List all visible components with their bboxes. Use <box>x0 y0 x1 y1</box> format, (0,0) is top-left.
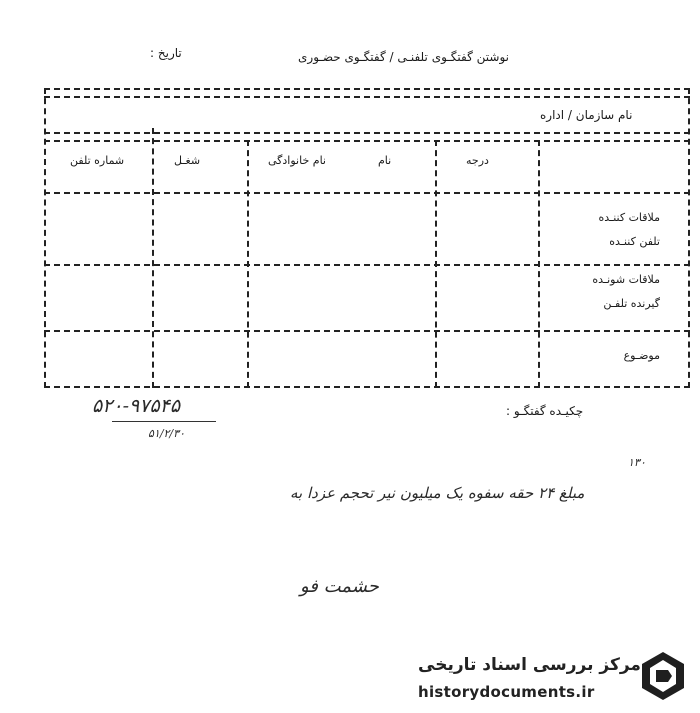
org-label: نام سازمان / اداره <box>540 108 633 122</box>
handwritten-note: مبلغ ۲۴ حقه سفوه یک میلیون نیر تحجم عزدا به <box>290 484 585 502</box>
col-divider-4 <box>538 140 540 388</box>
handwritten-number: ۵۲۰-۹۷۵۴۵ <box>92 395 181 417</box>
col-first-name: نام <box>378 154 392 167</box>
handwritten-underline <box>112 421 216 422</box>
col-divider-2 <box>247 140 249 388</box>
col-last-name: نام خانوادگی <box>268 154 326 167</box>
archive-logo-icon <box>638 650 688 702</box>
row-subject: موضـوع <box>623 349 660 362</box>
col-job: شغـل <box>174 154 201 167</box>
receiver-row-bottom <box>44 330 690 332</box>
form-title: نوشتن گفتگـوی تلفنـی / گفتگـوی حضـوری <box>298 50 509 64</box>
col-rank: درجه <box>466 154 489 167</box>
handwritten-corner-number: ۱۳۰ <box>628 456 646 469</box>
watermark-name: مرکز بررسی اسناد تاریخی <box>418 655 641 675</box>
header-bottom-line <box>44 192 690 194</box>
row-receiver <box>548 268 660 316</box>
handwritten-signature: حشمت فو <box>300 576 379 597</box>
org-row-divider <box>44 132 690 134</box>
row-caller-line2: تلفن کننـده <box>609 235 660 248</box>
header-row-divider <box>44 140 690 142</box>
frame-double-line <box>44 96 690 98</box>
row-receiver-line2: گیرنده تلفـن <box>603 297 660 310</box>
date-label: تاریخ : <box>150 46 182 60</box>
row-caller <box>548 206 660 254</box>
watermark-url: historydocuments.ir <box>418 683 595 701</box>
col-divider-3 <box>435 140 437 388</box>
handwritten-date: ۵۱/۲/۳۰ <box>148 427 185 440</box>
col-phone: شماره تلفن <box>70 154 125 167</box>
summary-label: چکیـده گفتگـو : <box>506 404 584 418</box>
row-receiver-line1: ملاقات شونـده <box>592 273 660 286</box>
col-divider-1 <box>152 128 154 388</box>
row-caller-line1: ملاقات کننـده <box>598 211 660 224</box>
caller-row-bottom <box>44 264 690 266</box>
